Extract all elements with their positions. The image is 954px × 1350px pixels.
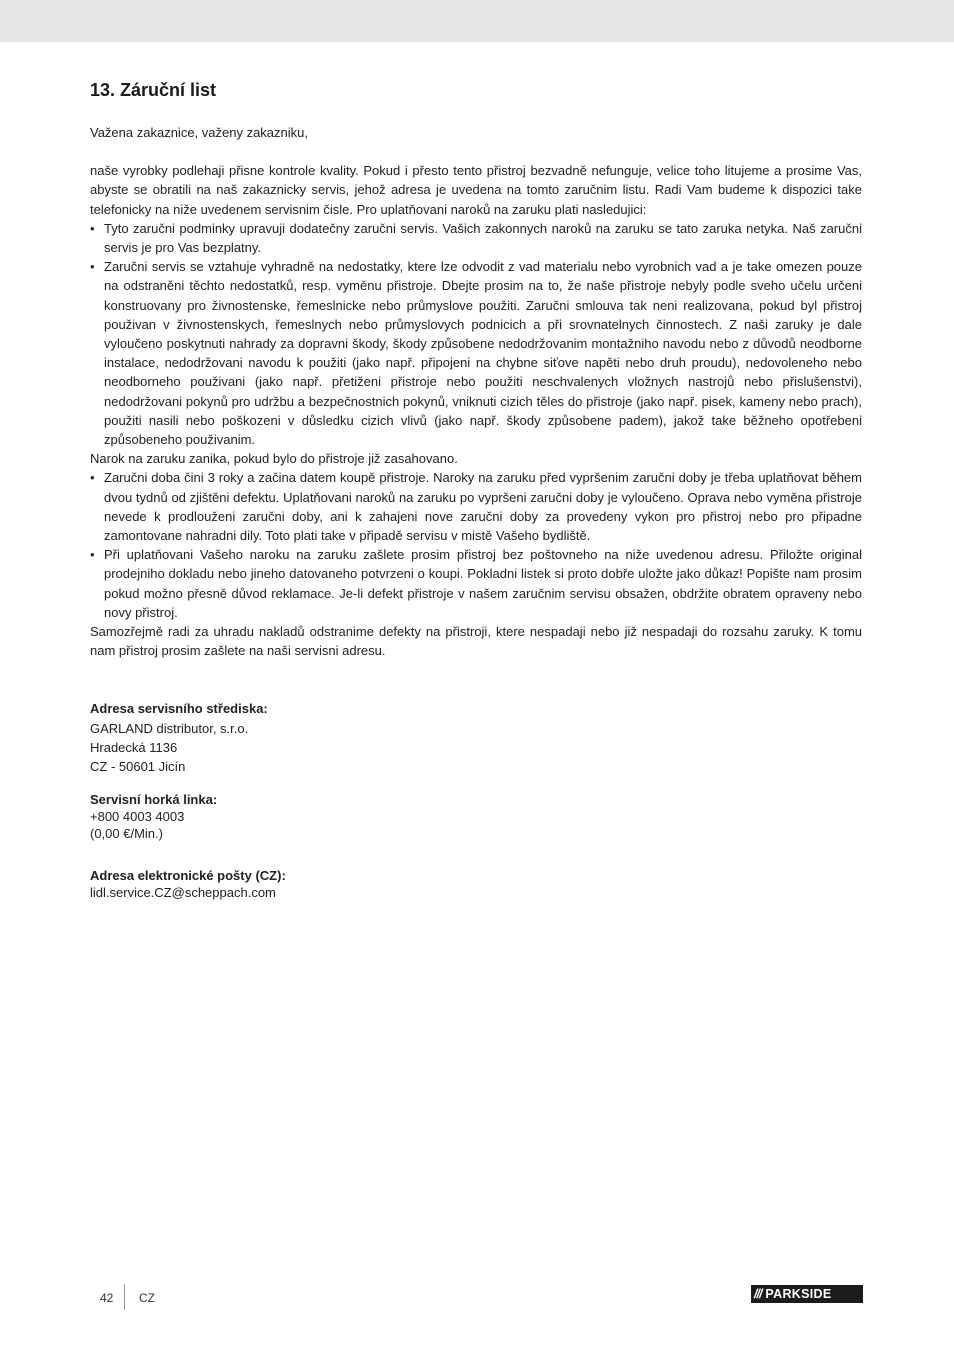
address-line: Hradecká 1136 <box>90 739 178 755</box>
email-label: Adresa elektronické pošty (CZ): <box>90 868 286 884</box>
warranty-document <box>90 78 862 916</box>
conditions-list-a <box>90 219 862 449</box>
intro-paragraph: naše vyrobky podlehaji přisne kontrole kvality. Pokud i přesto tento přistroj bezvadně nefunguje, velice toho litujeme a prosime Vas, abyste se obratili na naš zakaznicky servis, jehož adresa je uvedena na tomto zaručnim listu. Radi Vam budeme k dispozici take telefonicky na niže uvedenem servisnim čisle. Pro uplatňovani naroků na zaruku plati nasledujici: <box>90 163 862 217</box>
hotline-rate: (0,00 €/Min.) <box>90 826 163 842</box>
greeting: Važena zakaznice, važeny zakazniku, <box>90 125 308 140</box>
logo-slashes: /// <box>754 1287 762 1301</box>
address-line: CZ - 50601 Jicín <box>90 759 186 775</box>
email-address: lidl.service.CZ@scheppach.com <box>90 885 276 901</box>
list-item: • Při uplatňovani Vašeho naroku na zaruku zašlete prosim přistroj bez poštovneho na niže uvedenou adresu. Přiložte original prodejniho dokladu nebo jineho datovaneho potvrzeni o koupi. Pokladni listek si proto dobře uložte jako důkaz! Popište nam prosim pokud možno přesně důvod reklamace. Je-li defekt přistroje v našem zaručnim servisu obsažen, obdržite obratem opraveny nebo novy přistroj. <box>90 545 862 622</box>
page-title: 13. Záruční list <box>90 80 217 100</box>
parkside-logo <box>751 1285 863 1303</box>
list-item: • Zaručni servis se vztahuje vyhradně na nedostatky, ktere lze odvodit z vad materialu nebo vyrobnich vad a je take omezen pouze na odstraněni těchto nedostatků, resp. vyměnu přistroje. Dbejte prosim na to, že naše přistroje nebyly podle sveho učelu určeni konstruovany pro živnostenske, řemeslnicke nebo průmyslove použiti. Zaručni smlouva tak neni realizovana, pokud byl přistroj použivan v živnostenskych, řemeslnych nebo průmyslovych podnicich a při srovnatelnych činnostech. Z naši zaruky je dale vyloučeno poskytnuti nahrady za dopravni škody, škody způsobene nedodržovanim montažniho navodu nebo z důvodů neodborne instalace, nedodržovani navodu k použiti (jako např. připojeni na chybne siťove napěti nebo druh proudu), nedovoleneho nebo neodborneho použivani (jako např. přetiženi přistroje nebo použiti neschvalenych vložnych nastrojů nebo přislušenstvi), nedodržovani pokynů pro udržbu a bezpečnostnich pokynů, vniknuti cizich těles do přistroje (jako např. pisek, kameny nebo prach), použiti nasili nebo poškozeni v důsledku cizich vlivů (jako např. škody způsobene padem), jakož take běžneho opotřebeni způsobeneho použivanim. <box>90 257 862 449</box>
hotline-number: +800 4003 4003 <box>90 809 185 825</box>
conditions-list-b <box>90 468 862 622</box>
service-hotline <box>90 791 862 842</box>
page-header-band <box>0 0 954 42</box>
logo-text: PARKSIDE <box>765 1287 832 1301</box>
page-number: 42 <box>100 1291 114 1305</box>
service-email <box>90 867 862 901</box>
list-item: • Zaručni doba čini 3 roky a začina datem koupě přistroje. Naroky na zaruku před vypršenim zaručni doby je třeba uplatňovat během dvou tydnů od zjištěni defektu. Uplatňovani naroků na zaruku po vypršeni zaručni doby je vyloučeno. Oprava nebo vyměna přistroje nevede k prodlouženi zaručni doby, ani k zahajeni nove zaručni doby za provedeny vykon pro přistroj nebo pro připadne zamontovane nahradni dily. Toto plati take v připadě servisu v mistě Vašeho bydliště. <box>90 468 862 545</box>
hotline-label: Servisní horká linka: <box>90 792 218 808</box>
closing-paragraph: Samozřejmě radi za uhradu nakladů odstranime defekty na přistroji, ktere nespadaji nebo již nespadaji do rozsahu zaruky. K tomu nam přistroj prosim zašlete na naši servisni adresu. <box>90 624 862 659</box>
footer-divider <box>124 1284 125 1310</box>
list-item: • Tyto zaručni podminky upravuji dodatečny zaručni servis. Vašich zakonnych naroků na zaruku se tato zaruka netyka. Naš zaručni servis je pro Vas bezplatny. <box>90 219 862 257</box>
address-line: GARLAND distributor, s.r.o. <box>90 720 249 736</box>
lapse-paragraph: Narok na zaruku zanika, pokud bylo do přistroje již zasahovano. <box>90 451 458 467</box>
language-code: CZ <box>139 1291 155 1305</box>
service-address <box>90 699 862 776</box>
service-contact <box>90 699 862 901</box>
address-label: Adresa servisního střediska: <box>90 701 268 717</box>
